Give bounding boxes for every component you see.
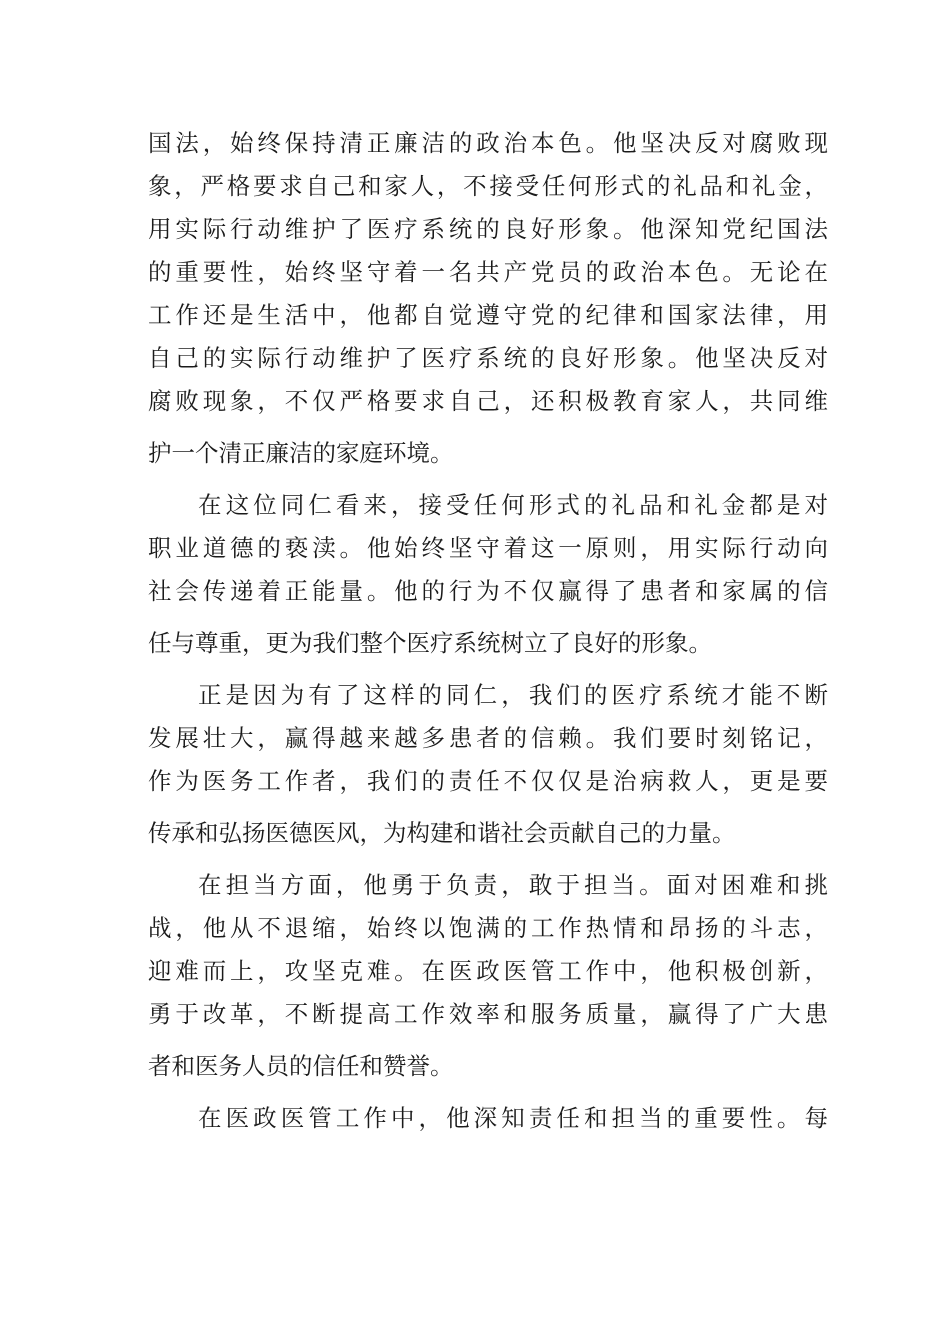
text-line: 职业道德的亵渎。他始终坚守着这一原则，用实际行动向 [148, 534, 828, 562]
text-line: 的重要性，始终坚守着一名共产党员的政治本色。无论在 [148, 258, 828, 286]
text-line: 任与尊重，更为我们整个医疗系统树立了良好的形象。 [148, 629, 712, 657]
text-line: 腐败现象，不仅严格要求自己，还积极教育家人，共同维 [148, 387, 828, 415]
text-line: 象，严格要求自己和家人，不接受任何形式的礼品和礼金， [148, 172, 828, 200]
text-line: 作为医务工作者，我们的责任不仅仅是治病救人，更是要 [148, 767, 828, 795]
text-line: 在担当方面，他勇于负责，敢于担当。面对困难和挑 [198, 871, 828, 899]
text-line: 发展壮大，赢得越来越多患者的信赖。我们要时刻铭记， [148, 724, 828, 752]
text-line: 护一个清正廉洁的家庭环境。 [148, 439, 454, 467]
text-line: 迎难而上，攻坚克难。在医政医管工作中，他积极创新， [148, 957, 828, 985]
text-line: 者和医务人员的信任和赞誉。 [148, 1052, 454, 1080]
body-text [148, 122, 828, 1140]
text-line: 社会传递着正能量。他的行为不仅赢得了患者和家属的信 [148, 577, 828, 605]
text-line: 勇于改革，不断提高工作效率和服务质量，赢得了广大患 [148, 1000, 828, 1028]
text-line: 在这位同仁看来，接受任何形式的礼品和礼金都是对 [198, 491, 828, 519]
text-line: 在医政医管工作中，他深知责任和担当的重要性。每 [198, 1104, 828, 1132]
text-line: 战，他从不退缩，始终以饱满的工作热情和昂扬的斗志， [148, 914, 828, 942]
paragraph [148, 1097, 828, 1140]
text-line: 用实际行动维护了医疗系统的良好形象。他深知党纪国法 [148, 215, 828, 243]
text-line: 自己的实际行动维护了医疗系统的良好形象。他坚决反对 [148, 344, 828, 372]
paragraph [148, 864, 828, 1088]
text-line: 国法，始终保持清正廉洁的政治本色。他坚决反对腐败现 [148, 129, 828, 157]
paragraph [148, 674, 828, 855]
paragraph [148, 484, 828, 665]
text-line: 正是因为有了这样的同仁，我们的医疗系统才能不断 [198, 681, 828, 709]
text-line: 工作还是生活中，他都自觉遵守党的纪律和国家法律，用 [148, 301, 828, 329]
text-line: 传承和弘扬医德医风，为构建和谐社会贡献自己的力量。 [148, 819, 736, 847]
paragraph [148, 122, 828, 475]
